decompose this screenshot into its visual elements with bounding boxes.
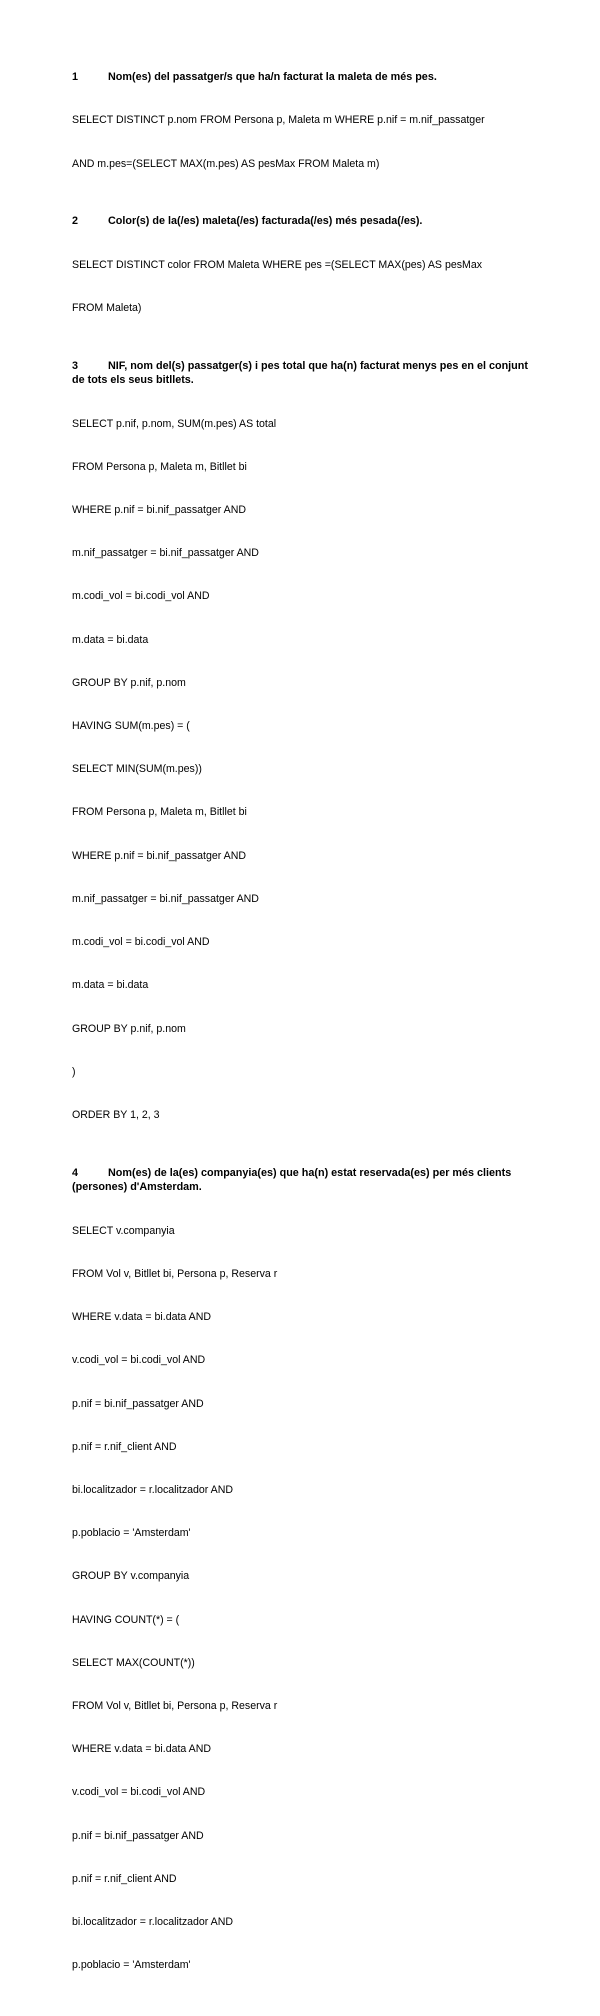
sql-line: p.nif = r.nif_client AND	[72, 1440, 177, 1453]
question-heading	[72, 214, 532, 229]
question-title: Color(s) de la(/es) maleta(/es) facturada(/es) més pesada(/es).	[108, 215, 423, 228]
question-number: 1	[72, 71, 79, 83]
sql-query	[72, 229, 532, 344]
sql-line: v.codi_vol = bi.codi_vol AND	[72, 1786, 206, 1799]
question-heading	[72, 1166, 532, 1195]
sql-line: m.codi_vol = bi.codi_vol AND	[72, 590, 210, 603]
sql-line: FROM Vol v, Bitllet bi, Persona p, Reserva r	[72, 1267, 278, 1280]
sql-line: SELECT MIN(SUM(m.pes))	[72, 763, 202, 776]
sql-line: WHERE v.data = bi.data AND	[72, 1743, 212, 1756]
sql-line: m.nif_passatger = bi.nif_passatger AND	[72, 547, 259, 560]
sql-line: bi.localitzador = r.localitzador AND	[72, 1483, 234, 1496]
sql-line: FROM Vol v, Bitllet bi, Persona p, Reserva r	[72, 1700, 278, 1713]
sql-line: FROM Maleta)	[72, 301, 142, 314]
question-heading	[72, 70, 532, 85]
question-title: NIF, nom del(s) passatger(s) i pes total que ha(n) facturat menys pes en el conjunt de tots els seus bitllets.	[72, 359, 528, 387]
sql-line: WHERE p.nif = bi.nif_passatger AND	[72, 849, 246, 862]
sql-query	[72, 388, 532, 1152]
sql-line: WHERE p.nif = bi.nif_passatger AND	[72, 503, 246, 516]
question-number: 2	[72, 215, 79, 228]
sql-line: AND m.pes=(SELECT MAX(m.pes) AS pesMax FROM Maleta m)	[72, 157, 380, 170]
sql-line: SELECT MAX(COUNT(*))	[72, 1656, 195, 1669]
sql-line: GROUP BY p.nif, p.nom	[72, 676, 186, 689]
sql-line: bi.localitzador = r.localitzador AND	[72, 1916, 234, 1929]
sql-query	[72, 1195, 532, 2002]
question-section-2	[72, 214, 532, 344]
sql-line: SELECT p.nif, p.nom, SUM(m.pes) AS total	[72, 417, 277, 430]
sql-line: p.nif = r.nif_client AND	[72, 1872, 177, 1885]
sql-line: p.poblacio = 'Amsterdam'	[72, 1959, 191, 1972]
sql-line: WHERE v.data = bi.data AND	[72, 1311, 212, 1324]
sql-line: m.codi_vol = bi.codi_vol AND	[72, 936, 210, 949]
sql-line: p.poblacio = 'Amsterdam'	[72, 1527, 191, 1540]
sql-line: m.data = bi.data	[72, 979, 149, 992]
sql-line: m.data = bi.data	[72, 633, 149, 646]
question-title: Nom(es) de la(es) companyia(es) que ha(n) estat reservada(es) per més clients (persones) d'Amsterdam.	[72, 1166, 512, 1194]
question-heading	[72, 359, 532, 388]
sql-line: ORDER BY 1, 2, 3	[72, 1109, 160, 1121]
question-section-4	[72, 1166, 532, 2002]
sql-line: FROM Persona p, Maleta m, Bitllet bi	[72, 806, 247, 819]
sql-line: FROM Persona p, Maleta m, Bitllet bi	[72, 460, 247, 473]
sql-line: p.nif = bi.nif_passatger AND	[72, 1397, 204, 1410]
question-section-3	[72, 359, 532, 1152]
sql-line: HAVING COUNT(*) = (	[72, 1613, 180, 1626]
sql-query	[72, 85, 532, 200]
question-number: 3	[72, 359, 79, 372]
sql-line: SELECT DISTINCT p.nom FROM Persona p, Maleta m WHERE p.nif = m.nif_passatger	[72, 114, 485, 127]
sql-line: SELECT v.companyia	[72, 1224, 175, 1237]
sql-line: HAVING SUM(m.pes) = (	[72, 720, 190, 733]
sql-line: )	[72, 1065, 76, 1078]
sql-line: v.codi_vol = bi.codi_vol AND	[72, 1354, 206, 1367]
sql-line: m.nif_passatger = bi.nif_passatger AND	[72, 892, 259, 905]
document-content	[72, 70, 532, 2016]
sql-line: SELECT DISTINCT color FROM Maleta WHERE pes =(SELECT MAX(pes) AS pesMax	[72, 258, 483, 271]
question-title: Nom(es) del passatger/s que ha/n facturat la maleta de més pes.	[108, 71, 437, 83]
sql-line: GROUP BY p.nif, p.nom	[72, 1022, 186, 1035]
sql-line: p.nif = bi.nif_passatger AND	[72, 1829, 204, 1842]
question-number: 4	[72, 1166, 79, 1179]
sql-line: GROUP BY v.companyia	[72, 1570, 190, 1583]
question-section-1	[72, 70, 532, 200]
